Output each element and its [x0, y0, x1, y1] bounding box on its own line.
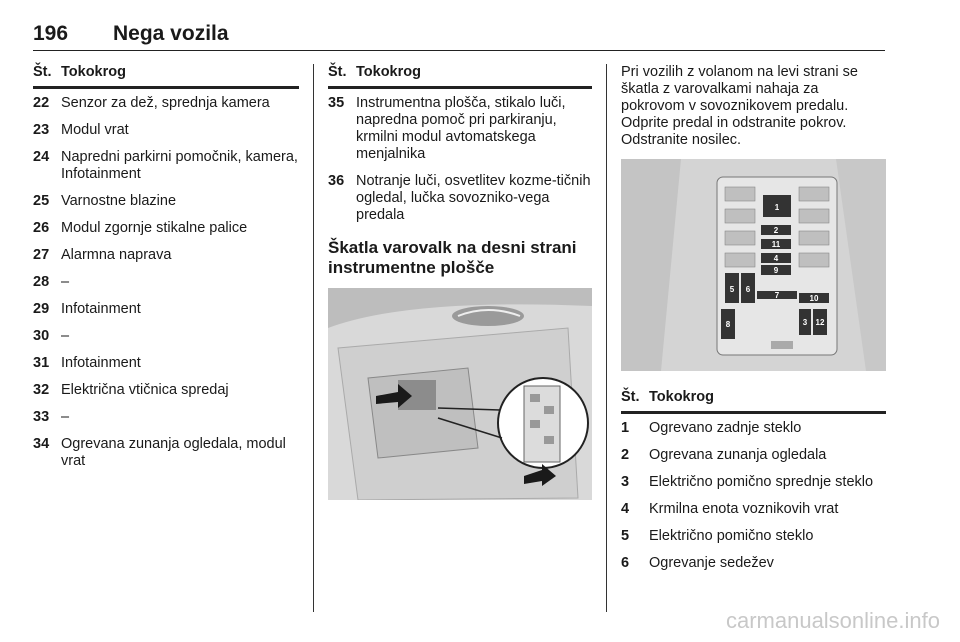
circuit-name: Krmilna enota voznikovih vrat: [649, 501, 839, 517]
table-row: [33, 95, 299, 112]
table-row: [621, 447, 886, 464]
col-header-circuit: Tokokrog: [356, 64, 421, 80]
glovebox-drawing: [328, 288, 592, 500]
fuse-list-3: [621, 420, 886, 572]
fuse-number: 34: [33, 436, 50, 452]
fuse-number: 2: [621, 447, 630, 463]
column-3: [621, 64, 886, 582]
fuse-list-2: [328, 95, 592, 224]
table-row: [33, 122, 299, 139]
table-row: [621, 420, 886, 437]
fuse-label: 1: [774, 203, 780, 212]
fuse-number: 32: [33, 382, 50, 398]
circuit-name: Napredni parkirni pomočnik, kamera, Infotainment: [61, 149, 298, 182]
col-header-no: Št.: [33, 64, 52, 80]
fuse-number: 24: [33, 149, 50, 165]
circuit-name: Električno pomično steklo: [649, 528, 814, 544]
table-row: [33, 220, 299, 237]
table-row: [33, 328, 299, 345]
column-divider: [606, 64, 607, 612]
table-header: [328, 64, 592, 89]
table-row: [328, 95, 592, 163]
table-row: [621, 474, 886, 491]
section-heading: Škatla varovalk na desni strani instrumentne plošče: [328, 238, 577, 277]
circuit-name: Instrumentna plošča, stikalo luči, napredna pomoč pri parkiranju, krmilni modul avtomatskega menjalnika: [356, 95, 566, 162]
fuse-label: 2: [773, 226, 779, 235]
column-1: [33, 64, 299, 480]
circuit-name: Ogrevanje sedežev: [649, 555, 774, 571]
circuit-name: Električna vtičnica spredaj: [61, 382, 229, 398]
fuse-label: 3: [802, 318, 808, 327]
table-row: [33, 193, 299, 210]
fuse-number: 27: [33, 247, 50, 263]
fuse-label: 7: [774, 291, 780, 300]
table-row: [621, 555, 886, 572]
fuse-number: 1: [621, 420, 630, 436]
fuse-number: 35: [328, 95, 345, 111]
column-divider: [313, 64, 314, 612]
fuse-label: 8: [725, 320, 731, 329]
table-row: [33, 274, 299, 291]
fuse-box-illustration: [621, 159, 886, 371]
fuse-label: 11: [771, 240, 781, 249]
circuit-name: Notranje luči, osvetlitev kozme-tičnih ogledal, lučka sovozniko-vega predala: [356, 173, 591, 223]
fuse-label: 4: [773, 254, 779, 263]
col-header-no: Št.: [621, 389, 640, 405]
table-row: [328, 173, 592, 224]
table-header: [33, 64, 299, 89]
circuit-name: Ogrevano zadnje steklo: [649, 420, 802, 436]
table-row: [33, 247, 299, 264]
table-header: [621, 389, 886, 414]
table-row: [621, 501, 886, 518]
fuse-label: 10: [809, 294, 819, 303]
fuse-label: 5: [729, 285, 735, 294]
table-row: [33, 149, 299, 183]
fuse-label: 9: [773, 266, 779, 275]
page-title: Nega vozila: [113, 22, 229, 45]
fuse-label: 6: [745, 285, 751, 294]
fuse-number: 3: [621, 474, 630, 490]
instructions-paragraph: Pri vozilih z volanom na levi strani se škatla z varovalkami nahaja za pokrovom v sovoznikovem predalu. Odprite predal in odstranite pokrov. Odstranite nosilec.: [621, 64, 858, 148]
table-row: [33, 301, 299, 318]
circuit-name: Alarmna naprava: [61, 247, 172, 263]
fuse-number: 33: [33, 409, 50, 425]
fuse-number: 30: [33, 328, 50, 344]
fuse-number: 25: [33, 193, 50, 209]
circuit-name: Ogrevana zunanja ogledala, modul vrat: [61, 436, 286, 469]
table-row: [33, 382, 299, 399]
circuit-name: –: [61, 274, 70, 290]
circuit-name: Ogrevana zunanja ogledala: [649, 447, 827, 463]
fuse-number: 28: [33, 274, 50, 290]
fuse-number: 31: [33, 355, 50, 371]
fuse-number: 26: [33, 220, 50, 236]
watermark: carmanualsonline.info: [725, 608, 940, 633]
page-number: 196: [33, 22, 69, 45]
table-row: [33, 355, 299, 372]
fuse-number: 29: [33, 301, 50, 317]
table-row: [33, 409, 299, 426]
fuse-number: 22: [33, 95, 50, 111]
col-header-no: Št.: [328, 64, 347, 80]
table-row: [33, 436, 299, 470]
fuse-number: 6: [621, 555, 630, 571]
circuit-name: Modul vrat: [61, 122, 129, 138]
fuse-number: 5: [621, 528, 630, 544]
circuit-name: Varnostne blazine: [61, 193, 177, 209]
fuse-label: 12: [815, 318, 825, 327]
circuit-name: Električno pomično sprednje steklo: [649, 474, 874, 490]
glovebox-illustration: [328, 288, 592, 500]
fuse-number: 4: [621, 501, 630, 517]
page-header: [33, 12, 885, 51]
fuse-number: 36: [328, 173, 345, 189]
fuse-list-1: [33, 95, 299, 470]
circuit-name: –: [61, 328, 70, 344]
circuit-name: Modul zgornje stikalne palice: [61, 220, 248, 236]
fuse-box-drawing: [621, 159, 886, 371]
circuit-name: Infotainment: [61, 301, 141, 317]
col-header-circuit: Tokokrog: [61, 64, 126, 80]
fuse-number: 23: [33, 122, 50, 138]
circuit-name: Senzor za dež, sprednja kamera: [61, 95, 270, 111]
circuit-name: –: [61, 409, 70, 425]
col-header-circuit: Tokokrog: [649, 389, 714, 405]
circuit-name: Infotainment: [61, 355, 141, 371]
column-2: [328, 64, 592, 500]
table-row: [621, 528, 886, 545]
